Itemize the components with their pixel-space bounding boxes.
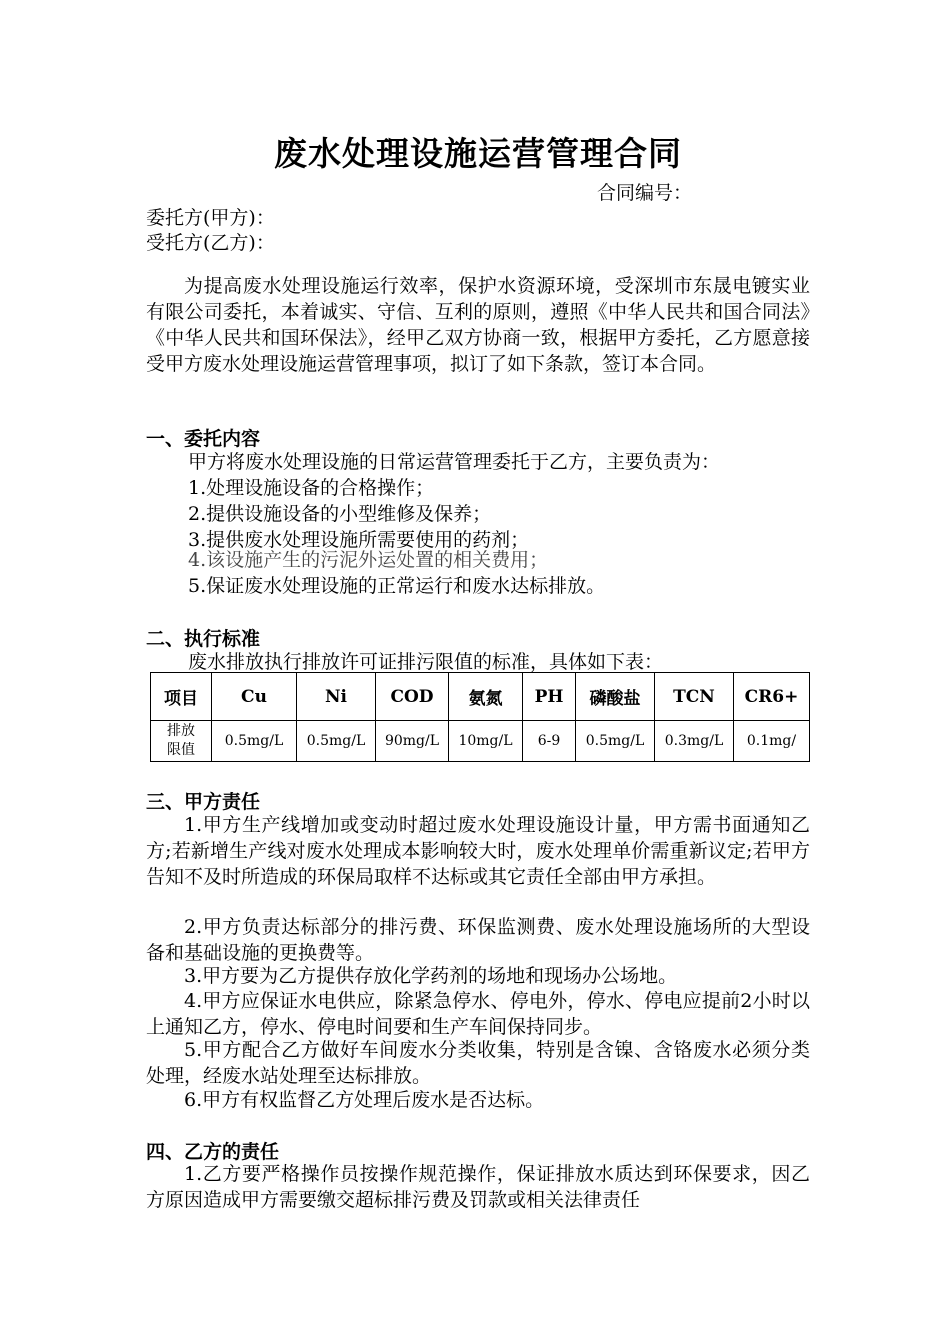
- section-1-item: 1.处理设施设备的合格操作；: [188, 477, 435, 499]
- table-cell: 6-9: [523, 721, 576, 762]
- table-header-cell: TCN: [655, 673, 734, 721]
- row-label-line: 排放: [167, 723, 195, 739]
- intro-paragraph: 为提高废水处理设施运行效率，保护水资源环境，受深圳市东晟电镀实业有限公司委托，本着诚实、守信、互利的原则，遵照《中华人民共和国合同法》《中华人民共和国环保法》，经甲乙双方协商一致，根据甲方委托，乙方愿意接受甲方废水处理设施运营管理事项，拟订了如下条款，签订本合同。: [146, 275, 810, 375]
- section-3-paragraph: 6.甲方有权监督乙方处理后废水是否达标。: [184, 1089, 545, 1111]
- section-3-paragraph: 1.甲方生产线增加或变动时超过废水处理设施设计量，甲方需书面通知乙方;若新增生产线对废水处理成本影响较大时，废水处理单价需重新议定;若甲方告知不及时所造成的环保局取样不达标或其它责任全部由甲方承担。: [146, 814, 810, 888]
- table-header-cell: 项目: [151, 673, 212, 721]
- section-1-item: 5.保证废水处理设施的正常运行和废水达标排放。: [188, 575, 606, 597]
- section-1-heading: 一、委托内容: [146, 428, 261, 450]
- section-1-item: 4.该设施产生的污泥外运处置的相关费用；: [188, 549, 549, 571]
- party-a-label: 委托方(甲方)：: [146, 207, 275, 229]
- table-row: [151, 721, 810, 762]
- section-1-lead: 甲方将废水处理设施的日常运营管理委托于乙方，主要负责为：: [188, 451, 721, 473]
- section-3-paragraph: 5.甲方配合乙方做好车间废水分类收集，特别是含镍、含铬废水必须分类处理，经废水站处理至达标排放。: [146, 1039, 810, 1087]
- table-header-cell: CR6+: [734, 673, 810, 721]
- section-4-paragraph: 1.乙方要严格操作员按操作规范操作，保证排放水质达到环保要求，因乙方原因造成甲方需要缴交超标排污费及罚款或相关法律责任: [146, 1163, 810, 1211]
- table-cell: 0.5mg/L: [576, 721, 655, 762]
- section-1-item: 2.提供设施设备的小型维修及保养；: [188, 503, 492, 525]
- table-header-cell: PH: [523, 673, 576, 721]
- discharge-standard-table: [150, 672, 810, 762]
- section-3-heading: 三、甲方责任: [146, 791, 261, 813]
- table-row-label: [151, 721, 212, 762]
- table-cell: 0.3mg/L: [655, 721, 734, 762]
- party-b-label: 受托方(乙方)：: [146, 232, 275, 254]
- row-label-line: 限值: [167, 742, 195, 758]
- section-1-item: 3.提供废水处理设施所需要使用的药剂；: [188, 529, 530, 551]
- section-2-heading: 二、执行标准: [146, 628, 261, 650]
- section-4-heading: 四、乙方的责任: [146, 1141, 280, 1163]
- contract-number-label: 合同编号：: [596, 182, 692, 204]
- table-cell: 10mg/L: [449, 721, 523, 762]
- section-3-paragraph: 3.甲方要为乙方提供存放化学药剂的场地和现场办公场地。: [184, 965, 678, 987]
- table-cell: 0.5mg/L: [212, 721, 297, 762]
- table-header-cell: Cu: [212, 673, 297, 721]
- table-cell: 90mg/L: [376, 721, 449, 762]
- section-3-paragraph: 4.甲方应保证水电供应，除紧急停水、停电外，停水、停电应提前2小时以上通知乙方，停水、停电时间要和生产车间保持同步。: [146, 990, 810, 1038]
- document-title: 废水处理设施运营管理合同: [274, 134, 682, 173]
- table-cell: 0.1mg/: [734, 721, 810, 762]
- table-header-row: [151, 673, 810, 721]
- section-3-paragraph: 2.甲方负责达标部分的排污费、环保监测费、废水处理设施场所的大型设备和基础设施的更换费等。: [146, 916, 810, 964]
- table-cell: 0.5mg/L: [297, 721, 376, 762]
- table-header-cell: COD: [376, 673, 449, 721]
- table-header-cell: 氨氮: [449, 673, 523, 721]
- section-2-lead: 废水排放执行排放许可证排污限值的标准，具体如下表：: [188, 651, 664, 673]
- table-header-cell: Ni: [297, 673, 376, 721]
- table-header-cell: 磷酸盐: [576, 673, 655, 721]
